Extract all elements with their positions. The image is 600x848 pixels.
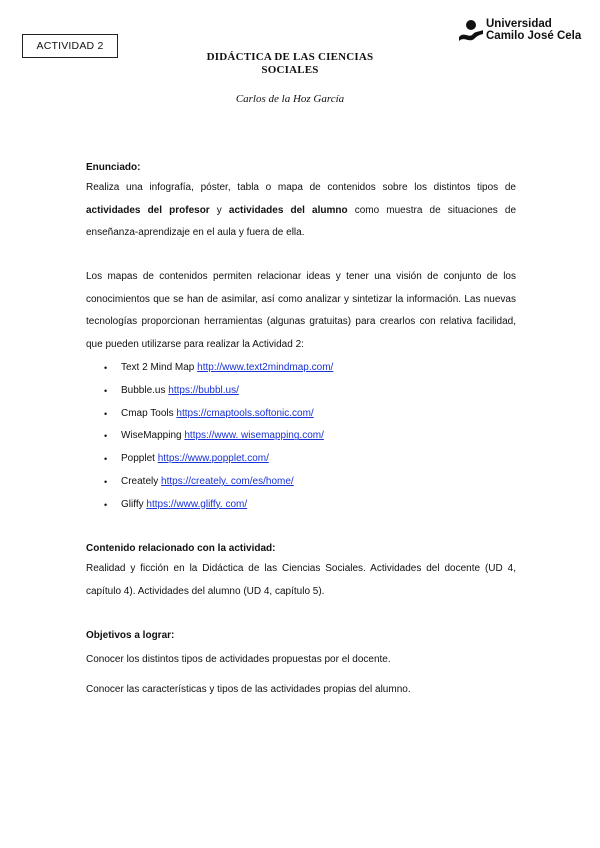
tool-link[interactable]: https://creately. com/es/home/ <box>161 475 294 487</box>
objetivo-2: Conocer las características y tipos de las actividades propias del alumno. <box>86 684 411 695</box>
bullet-icon: • <box>104 454 108 465</box>
list-item <box>86 357 516 380</box>
p1-bold-profesor: actividades del profesor <box>86 204 210 216</box>
tool-name: Cmap Tools <box>121 407 174 419</box>
list-item <box>86 425 516 448</box>
p1-text-a: Realiza una infografía, póster, tabla o mapa de contenidos sobre los distintos tipos de <box>86 182 516 193</box>
p1-text-c: y <box>209 204 229 216</box>
contenido-paragraph: Realidad y ficción en la Didáctica de las Ciencias Sociales. Actividades del docente (UD 4, capítulo 4). Actividades del alumno (UD 4, capítulo 5). <box>86 563 516 597</box>
enunciado-paragraph-1 <box>86 177 516 245</box>
logo-line1: Universidad <box>486 18 552 30</box>
bullet-icon: • <box>104 363 108 373</box>
tool-name: Gliffy <box>121 498 144 510</box>
tool-name: Bubble.us <box>121 384 166 396</box>
enunciado-heading: Enunciado: <box>86 162 141 173</box>
list-item <box>86 494 516 517</box>
bullet-icon: • <box>104 499 108 510</box>
list-item <box>86 403 516 426</box>
list-item <box>86 471 516 494</box>
bullet-icon: • <box>104 385 108 396</box>
tool-name: WiseMapping <box>121 430 182 442</box>
tool-name: Text 2 Mind Map <box>121 362 195 373</box>
tool-link[interactable]: https://www.gliffy. com/ <box>146 498 248 510</box>
p1-bold-alumno: actividades del alumno <box>228 204 348 216</box>
ucjc-emblem-icon <box>458 18 484 44</box>
tool-link[interactable]: https://cmaptools.softonic.com/ <box>176 407 314 419</box>
list-item <box>86 448 516 471</box>
title-line2: SOCIALES <box>261 64 319 76</box>
document-title <box>180 51 400 77</box>
bullet-icon: • <box>104 476 108 487</box>
tools-list <box>86 357 516 517</box>
tool-link[interactable]: https://www.popplet.com/ <box>157 453 269 465</box>
logo-line2: Camilo José Cela <box>486 30 582 42</box>
tool-name: Creately <box>121 475 159 487</box>
enunciado-paragraph-2: Los mapas de contenidos permiten relacionar ideas y tener una visión de conjunto de los conocimientos que se han de asimilar, así como analizar y sintetizar la información. Las nuevas tecnologías proporcionan herramientas (algunas gratuitas) para crearlos con relativa facilidad, que pueden utilizarse para realizar la Actividad 2: <box>86 271 516 351</box>
contenido-heading: Contenido relacionado con la actividad: <box>86 543 276 554</box>
bullet-icon: • <box>104 431 108 442</box>
activity-badge: ACTIVIDAD 2 <box>22 34 118 58</box>
tool-link[interactable]: https://bubbl.us/ <box>168 384 239 396</box>
tool-name: Popplet <box>121 453 155 465</box>
bullet-icon: • <box>104 408 108 419</box>
list-item <box>86 380 516 403</box>
author: Carlos de la Hoz García <box>235 93 345 105</box>
university-logo <box>458 16 588 46</box>
tool-link[interactable]: https://www. wisemapping.com/ <box>184 430 324 442</box>
p1-text-e: como muestra de situaciones de enseñanza-aprendizaje en el aula y fuera de ella. <box>86 204 517 239</box>
tool-link[interactable]: http://www.text2mindmap.com/ <box>197 362 334 373</box>
objetivo-1: Conocer los distintos tipos de actividades propuestas por el docente. <box>86 654 391 665</box>
objetivos-heading: Objetivos a lograr: <box>86 630 175 641</box>
title-line1: DIDÁCTICA DE LAS CIENCIAS <box>206 51 374 63</box>
